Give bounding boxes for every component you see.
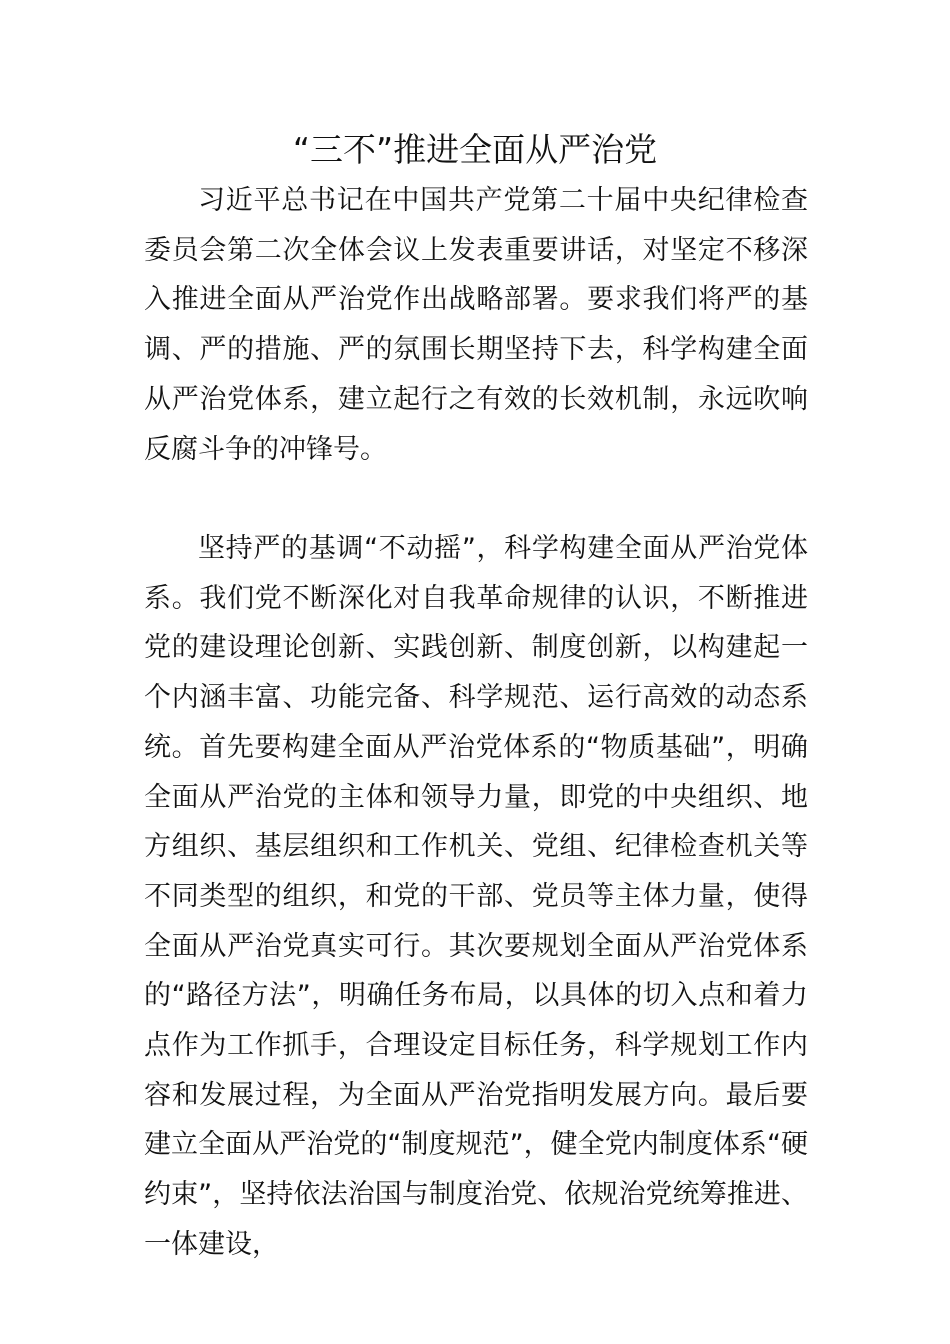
paragraph-body: 坚持严的基调“不动摇”，科学构建全面从严治党体系。我们党不断深化对自我革命规律的认识，不断推进党的建设理论创新、实践创新、制度创新，以构建起一个内涵丰富、功能完备、科学规范、运行高效的动态系统。首先要构建全面从严治党体系的“物质基础”，明确全面从严治党的主体和领导力量，即党的中央组织、地方组织、基层组织和工作机关、党组、纪律检查机关等不同类型的组织，和党的干部、党员等主体力量，使得全面从严治党真实可行。其次要规划全面从严治党体系的“路径方法”，明确任务布局，以具体的切入点和着力点作为工作抓手，合理设定目标任务，科学规划工作内容和发展过程，为全面从严治党指明发展方向。最后要建立全面从严治党的“制度规范”，健全党内制度体系“硬约束”，坚持依法治国与制度治党、依规治党统筹推进、一体建设，: [144, 533, 808, 1260]
paragraph-intro: 习近平总书记在中国共产党第二十届中央纪律检查委员会第二次全体会议上发表重要讲话，对坚定不移深入推进全面从严治党作出战略部署。要求我们将严的基调、严的措施、严的氛围长期坚持下去，科学构建全面从严治党体系，建立起行之有效的长效机制，永远吹响反腐斗争的冲锋号。: [144, 185, 808, 465]
document-title: “三不”推进全面从严治党: [292, 130, 658, 169]
